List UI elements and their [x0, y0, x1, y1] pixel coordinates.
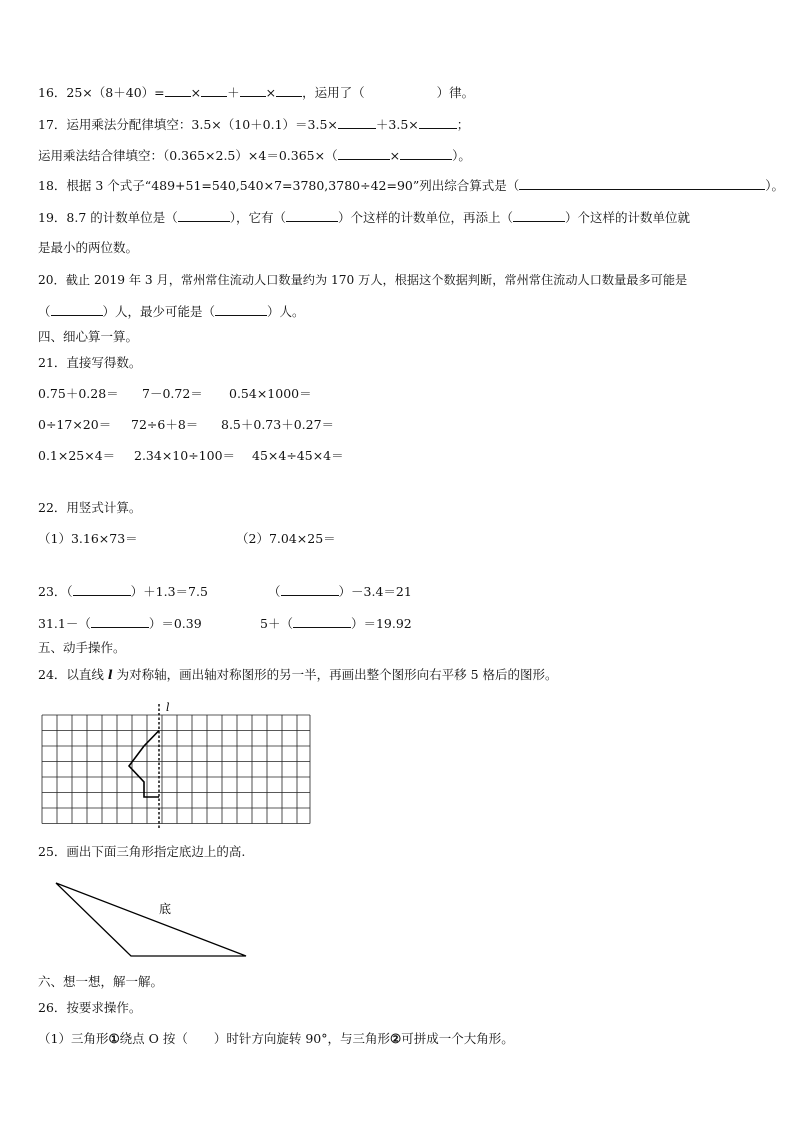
blank[interactable]: [215, 303, 267, 316]
question-19-line2: 是最小的两位数。: [38, 240, 139, 255]
calc-item: 45×4÷45×4＝: [252, 448, 344, 463]
axis-label: l: [166, 701, 170, 714]
question-21-title: 21．直接写得数。: [38, 355, 142, 370]
expression: 25×（8＋40）=: [66, 85, 165, 100]
question-20-line1: 20．截止 2019 年 3 月，常州常住流动人口数量约为 170 万人，根据这个数据判断，常州常住流动人口数量最多可能是: [38, 273, 688, 287]
question-23-c: 31.1－（ ）＝0.39: [38, 616, 202, 631]
circled-number-2: ②: [390, 1031, 402, 1046]
question-20-line2: （ ）人，最少可能是（ ）人。: [38, 304, 305, 319]
blank[interactable]: [513, 209, 565, 222]
question-19-line1: 19．8.7 的计数单位是（ ），它有（ ）个这样的计数单位，再添上（ ）个这样的计数单位就: [38, 210, 691, 225]
question-17-line2: 运用乘法结合律填空：（0.365×2.5）×4＝0.365×（ × ）。: [38, 148, 471, 163]
blank[interactable]: [276, 84, 302, 97]
question-25: 25．画出下面三角形指定底边上的高.: [38, 844, 246, 859]
blank[interactable]: [400, 147, 452, 160]
triangle-figure: [50, 875, 270, 965]
question-24: 24．以直线 l 为对称轴，画出轴对称图形的另一半，再画出整个图形向右平移 5 格后的图形。: [38, 667, 558, 682]
calc-item: 0.54×1000＝: [229, 386, 312, 401]
circled-number-1: ①: [108, 1031, 120, 1046]
base-label: 底: [159, 902, 172, 916]
blank[interactable]: [281, 583, 339, 596]
section-heading-4: 四、细心算一算。: [38, 329, 139, 344]
question-17-line1: 17．运用乘法分配律填空：3.5×（10＋0.1）＝3.5× ＋3.5× ；: [38, 117, 470, 132]
calc-item: 0÷17×20＝: [38, 417, 112, 432]
half-shape: [129, 731, 159, 798]
calc-item: 2.34×10÷100＝: [134, 448, 236, 463]
question-18: 18．根据 3 个式子“489+51=540,540×7=3780,3780÷42=90”列出综合算式是（ ）。: [38, 178, 785, 193]
blank[interactable]: [73, 583, 131, 596]
question-26-title: 26．按要求操作。: [38, 1000, 142, 1015]
question-16: 16．25×（8＋40）= × ＋ × ，运用了（ ）律。: [38, 85, 475, 100]
blank[interactable]: [519, 177, 765, 190]
calc-item: （1）3.16×73＝: [38, 531, 138, 546]
blank[interactable]: [293, 615, 351, 628]
calc-item: 0.75＋0.28＝: [38, 386, 119, 401]
question-23-b: （ ）－3.4＝21: [268, 584, 412, 599]
calc-item: 72÷6＋8＝: [131, 417, 199, 432]
section-heading-6: 六、想一想，解一解。: [38, 974, 164, 989]
triangle: [56, 883, 246, 956]
blank[interactable]: [178, 209, 230, 222]
question-26-sub1: （1）三角形①绕点 O 按（ ）时针方向旋转 90°，与三角形②可拼成一个大角形。: [38, 1031, 514, 1046]
question-23-d: 5＋（ ）＝19.92: [260, 616, 412, 631]
symmetry-grid-figure: [38, 700, 338, 830]
blank[interactable]: [165, 84, 191, 97]
blank[interactable]: [201, 84, 227, 97]
blank[interactable]: [419, 116, 457, 129]
blank[interactable]: [338, 116, 376, 129]
blank[interactable]: [286, 209, 338, 222]
calc-item: 0.1×25×4＝: [38, 448, 116, 463]
question-22-title: 22．用竖式计算。: [38, 500, 142, 515]
blank[interactable]: [51, 303, 103, 316]
blank[interactable]: [338, 147, 390, 160]
calc-item: 7－0.72＝: [142, 386, 203, 401]
section-heading-5: 五、动手操作。: [38, 640, 126, 655]
blank[interactable]: [91, 615, 149, 628]
calc-item: 8.5＋0.73＋0.27＝: [221, 417, 335, 432]
calc-item: （2）7.04×25＝: [236, 531, 336, 546]
question-23-a: 23．（ ）＋1.3＝7.5: [38, 584, 208, 599]
grid-lines: [42, 715, 310, 824]
blank[interactable]: [240, 84, 266, 97]
question-number: 16．: [38, 85, 67, 100]
